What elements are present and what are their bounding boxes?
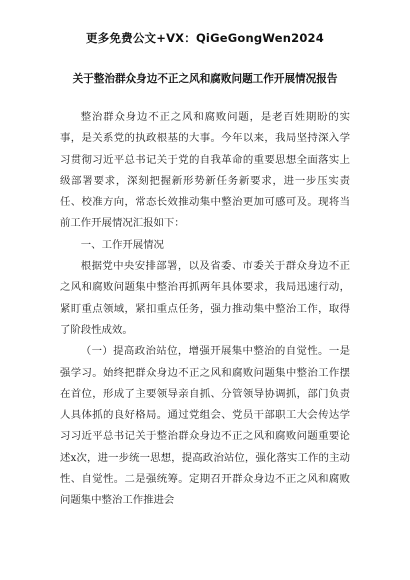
subsection-paragraph-political-stance: （一）提高政治站位，增强开展集中整治的自觉性。一是强学习。始终把群众身边不正之风和腐败问题集中整治工作摆在首位，形成了主要领导亲自抓、分管领导协调抓，部门负责人具体抓的良好格局。通过党组会、党员干部职工大会传达学习习近平总书记关于整治群众身边不正之风和腐败问题重要论述x次，进一步统一思想，提高政治站位，强化落实工作的主动性、自觉性。二是强统筹。定期召开群众身边不正之风和腐败问题集中整治工作推进会 [60, 345, 350, 507]
document-title: 关于整治群众身边不正之风和腐败问题工作开展情况报告 [72, 73, 338, 85]
intro-paragraph: 整治群众身边不正之风和腐败问题，是老百姓期盼的实事，是关系党的执政根基的大事。今年以来，我局坚持深入学习贯彻习近平总书记关于党的自我革命的重要思想全面落实上级部署要求，深刻把握新形势新任务新要求，进一步压实责任、校准方向，常态长效推动集中整治更加可感可及。现将当前工作开展情况汇报如下： [60, 111, 350, 230]
promo-banner: 更多免费公文+VX：QiGeGongWen2024 [86, 31, 324, 45]
section-paragraph-overview: 根据党中央安排部署，以及省委、市委关于群众身边不正之风和腐败问题集中整治再抓两年具体要求，我局迅速行动，紧盯重点领域，紧扣重点任务，强力推动集中整治工作，取得了阶段性成效。 [60, 260, 350, 336]
section-heading-work-status: 一、工作开展情况 [80, 238, 164, 251]
document-body [60, 107, 350, 512]
